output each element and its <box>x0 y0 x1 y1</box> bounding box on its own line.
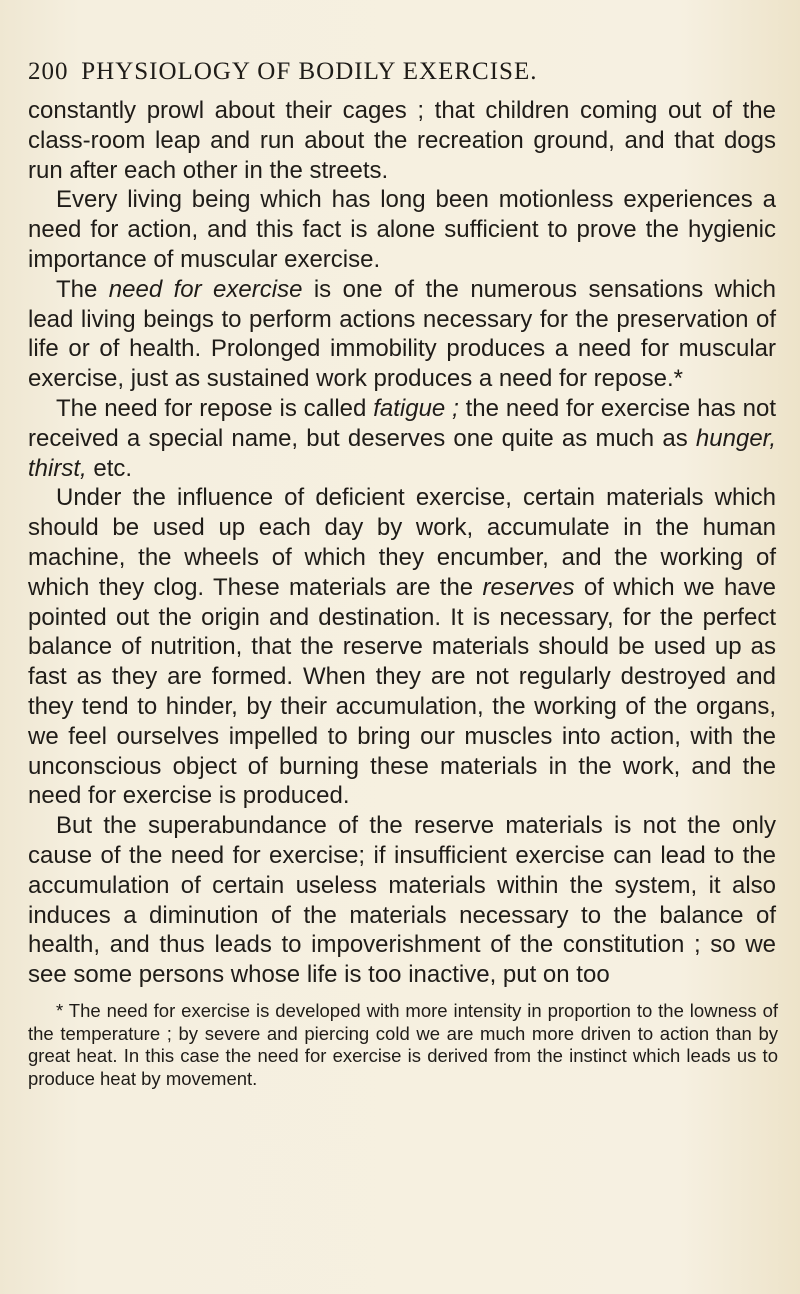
body-text <box>28 96 776 990</box>
text-run: is one of the numerous sensations which lead living beings to perform actions necessary for the preservation of life or of health. Prolonged immobility produces a need for muscular exercise, just as sustained work produces a need for repose.* <box>28 275 776 393</box>
text-run: the need for exercise has not received a special name, but deserves one quite as much as <box>28 394 776 452</box>
paragraph <box>28 275 776 394</box>
page-number: 200 <box>28 58 69 85</box>
footnote <box>28 1000 778 1090</box>
italic-text: hunger, thirst, <box>28 424 776 482</box>
italic-text: need for exercise <box>108 275 303 303</box>
text-run: But the superabundance of the reserve materials is not the only cause of the need for exercise; if insufficient exercise can lead to the accumulation of certain useless materials within the system, it also induces a diminution of the materials necessary to the balance of health, and thus leads to impoverishment of the constitution ; so we see some persons whose life is too inactive, put on too <box>28 812 776 989</box>
paragraph <box>28 811 776 990</box>
text-run: The need for repose is called <box>56 394 374 422</box>
italic-text: reserves <box>482 573 575 601</box>
page-header <box>28 58 728 86</box>
text-run: constantly prowl about their cages ; that children coming out of the class-room leap and run about the recreation ground, and that dogs run after each other in the streets. <box>28 97 776 184</box>
text-run: Under the influence of deficient exercise, certain materials which should be used up each day by work, accumulate in the human machine, the wheels of which they encumber, and the working of which they clog. These materials are the <box>28 484 776 601</box>
footnote-text: * The need for exercise is developed with more intensity in proportion to the lowness of the temperature ; by severe and piercing cold we are much more driven to action than by great heat. In this case the need for exercise is derived from the instinct which leads us to produce heat by movement. <box>28 1000 778 1089</box>
text-run: Every living being which has long been motionless experiences a need for action, and this fact is alone sufficient to prove the hygienic importance of muscular exercise. <box>28 186 776 273</box>
text-run: of which we have pointed out the origin and destination. It is necessary, for the perfect balance of nutrition, that the reserve materials should be used up as fast as they are formed. When they are not regularly destroyed and they tend to hinder, by their accumulation, the working of the organs, we feel ourselves impelled to bring our muscles into action, with the unconscious object of burning these materials in the work, and the need for exercise is produced. <box>28 573 776 810</box>
paragraph <box>28 394 776 483</box>
paragraph <box>28 96 776 185</box>
paragraph <box>28 483 776 811</box>
text-run: The <box>56 275 109 303</box>
paragraph <box>28 185 776 274</box>
italic-text: fatigue ; <box>373 394 459 422</box>
text-run: etc. <box>86 454 133 482</box>
running-title: PHYSIOLOGY OF BODILY EXERCISE. <box>81 58 538 85</box>
